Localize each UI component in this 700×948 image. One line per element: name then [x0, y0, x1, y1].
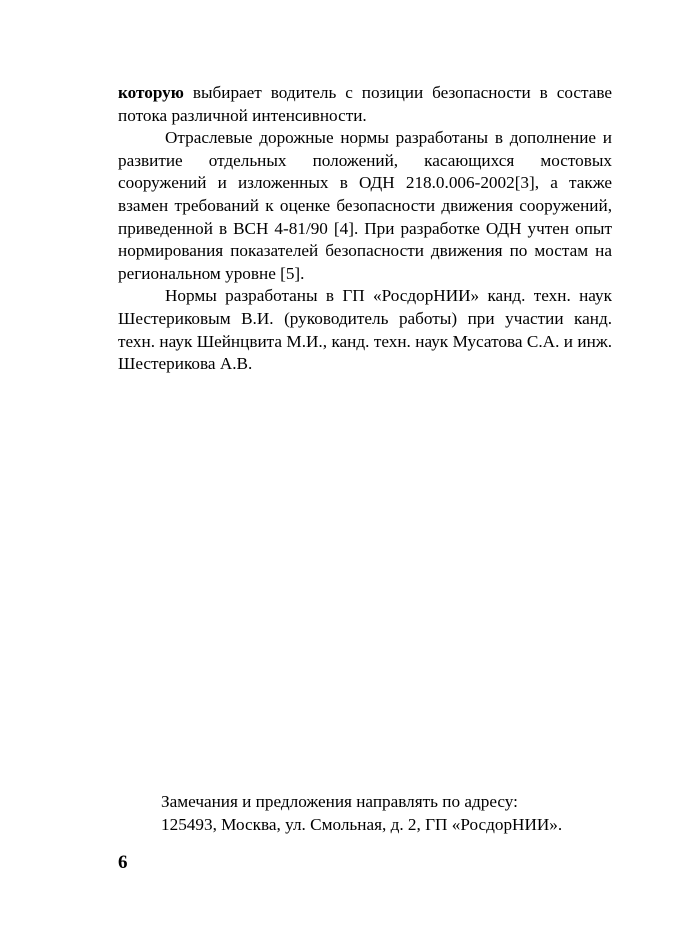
paragraph-norms-development: Отраслевые дорожные нормы разработаны в дополнение и развитие отдельных положений, касающихся мостовых сооружений и изложенных в ОДН 218.0.006-2002[3], а также взамен требований к оценке безопасности движения сооружений, приведенной в ВСН 4-81/90 [4]. При разработке ОДН учтен опыт нормирования показателей безопасности движения по мостам на региональном уровне [5].: [118, 128, 612, 283]
paragraph-lead-word: которую: [118, 83, 184, 102]
body-text: [118, 82, 612, 376]
feedback-address: [161, 790, 621, 836]
paragraph-text: выбирает водитель с позиции безопасности в составе потока различной интенсивности.: [118, 83, 612, 125]
page-number: 6: [118, 852, 128, 873]
paragraph-authors: Нормы разработаны в ГП «РосдорНИИ» канд. техн. наук Шестериковым В.И. (руководитель работы) при участии канд. техн. наук Шейнцвита М.И., канд. техн. наук Мусатова С.А. и инж. Шестерикова А.В.: [118, 286, 612, 374]
address-details: 125493, Москва, ул. Смольная, д. 2, ГП «РосдорНИИ».: [161, 815, 563, 834]
paragraph-continuation: [118, 82, 612, 127]
address-intro: Замечания и предложения направлять по адресу:: [161, 792, 518, 811]
